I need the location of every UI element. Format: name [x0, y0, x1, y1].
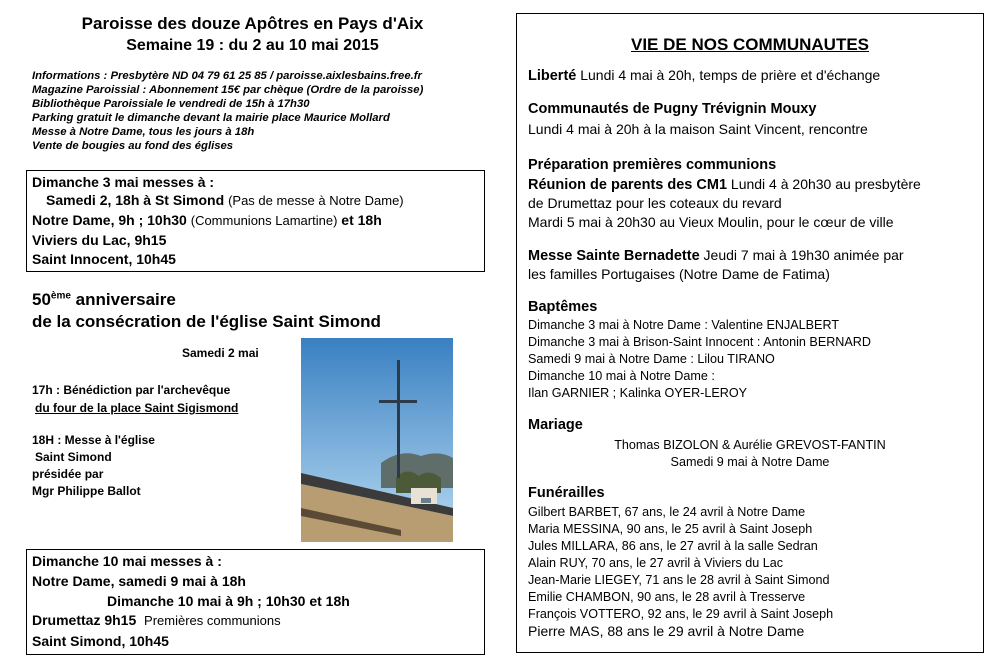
- wedding-line: Thomas BIZOLON & Aurélie GREVOST-FANTIN: [614, 438, 886, 452]
- mass-line: Notre Dame, samedi 9 mai à 18h: [32, 573, 246, 589]
- mass-heading: Dimanche 3 mai messes à :: [32, 174, 215, 190]
- event-line: 17h : Bénédiction par l'archevêque: [32, 383, 231, 397]
- anniversary-number: 50: [32, 290, 51, 309]
- section-heading: Baptêmes: [528, 299, 598, 315]
- section-text: Lundi 4 mai à 20h à la maison Saint Vincent, rencontre: [528, 121, 868, 137]
- mass-line: Dimanche 10 mai à 9h ; 10h30 et 18h: [107, 593, 350, 609]
- community-title: VIE DE NOS COMMUNAUTES: [630, 35, 870, 54]
- section-text: Lundi 4 à 20h30 au presbytère: [730, 176, 921, 192]
- baptism-line: Ilan GARNIER ; Kalinka OYER-LEROY: [528, 386, 748, 400]
- section-text: Lundi 4 mai à 20h, temps de prière et d'échange: [580, 67, 881, 83]
- section-heading: Liberté: [528, 68, 577, 84]
- anniversary-word: anniversaire: [75, 290, 176, 309]
- week-title: Semaine 19 : du 2 au 10 mai 2015: [126, 37, 379, 54]
- mass-line: [46, 192, 404, 208]
- mass-note: Premières communions: [144, 613, 281, 628]
- event-line: Mgr Philippe Ballot: [32, 484, 141, 498]
- baptism-line: Samedi 9 mai à Notre Dame : Lilou TIRANO: [528, 352, 775, 366]
- info-line: Vente de bougies au fond des églises: [32, 140, 234, 152]
- section-text: les familles Portugaises (Notre Dame de Fatima): [528, 266, 830, 282]
- anniversary-subheading: de la consécration de l'église Saint Simond: [32, 312, 381, 331]
- mass-line: Saint Innocent, 10h45: [32, 251, 176, 267]
- section-text: Jeudi 7 mai à 19h30 animée par: [703, 247, 904, 263]
- anniversary-date: Samedi 2 mai: [182, 346, 259, 360]
- event-line: Saint Simond: [35, 450, 112, 464]
- church-photo: [301, 338, 453, 542]
- wedding-line: Samedi 9 mai à Notre Dame: [670, 455, 830, 469]
- mass-line-text: Samedi 2, 18h à St Simond: [46, 192, 225, 208]
- section-heading: Communautés de Pugny Trévignin Mouxy: [528, 101, 817, 117]
- funeral-line: François VOTTERO, 92 ans, le 29 avril à Saint Joseph: [528, 607, 834, 621]
- section-line: [528, 176, 921, 193]
- baptism-line: Dimanche 3 mai à Notre Dame : Valentine ENJALBERT: [528, 318, 840, 332]
- info-line: Bibliothèque Paroissiale le vendredi de 15h à 17h30: [32, 98, 310, 110]
- anniversary-heading: [32, 290, 176, 310]
- mass-line: [32, 212, 382, 228]
- section-text: Mardi 5 mai à 20h30 au Vieux Moulin, pour le cœur de ville: [528, 214, 894, 230]
- funeral-line: Pierre MAS, 88 ans le 29 avril à Notre Dame: [528, 623, 805, 639]
- funeral-line: Maria MESSINA, 90 ans, le 25 avril à Saint Joseph: [528, 522, 813, 536]
- funeral-line: Jean-Marie LIEGEY, 71 ans le 28 avril à Saint Simond: [528, 573, 830, 587]
- mass-line: Viviers du Lac, 9h15: [32, 232, 167, 248]
- baptism-line: Dimanche 10 mai à Notre Dame :: [528, 369, 715, 383]
- info-line: Parking gratuit le dimanche devant la mairie place Maurice Mollard: [32, 112, 390, 124]
- anniversary-superscript: ème: [50, 290, 71, 302]
- funeral-line: Jules MILLARA, 86 ans, le 27 avril à la salle Sedran: [528, 539, 818, 553]
- info-line: Magazine Paroissial : Abonnement 15€ par chèque (Ordre de la paroisse): [32, 84, 424, 96]
- section-heading: Messe Sainte Bernadette: [528, 248, 700, 264]
- info-line: Messe à Notre Dame, tous les jours à 18h: [32, 126, 255, 138]
- funeral-line: Alain RUY, 70 ans, le 27 avril à Viviers du Lac: [528, 556, 784, 570]
- section-heading: Funérailles: [528, 485, 605, 501]
- section-heading: Réunion de parents des CM1: [528, 177, 728, 193]
- mass-line-text: Notre Dame, 9h ; 10h30: [32, 212, 187, 228]
- mass-note: (Communions Lamartine): [190, 213, 338, 228]
- event-line: du four de la place Saint Sigismond: [35, 401, 239, 415]
- funeral-line: Emilie CHAMBON, 90 ans, le 28 avril à Tresserve: [528, 590, 806, 604]
- section-heading: Préparation premières communions: [528, 157, 777, 173]
- baptism-line: Dimanche 3 mai à Brison-Saint Innocent : Antonin BERNARD: [528, 335, 871, 349]
- section-text: de Drumettaz pour les coteaux du revard: [528, 195, 782, 211]
- mass-line: [32, 612, 281, 628]
- church-photo-drawing: [301, 338, 453, 542]
- funeral-line: Gilbert BARBET, 67 ans, le 24 avril à Notre Dame: [528, 505, 806, 519]
- mass-note: (Pas de messe à Notre Dame): [228, 193, 404, 208]
- liberte-entry: [528, 67, 880, 84]
- section-line: [528, 247, 904, 264]
- parish-title: Paroisse des douze Apôtres en Pays d'Aix: [81, 14, 424, 33]
- mass-line: Saint Simond, 10h45: [32, 633, 169, 649]
- event-line: présidée par: [32, 467, 104, 481]
- info-line: Informations : Presbytère ND 04 79 61 25 85 / paroisse.aixlesbains.free.fr: [32, 70, 422, 82]
- mass-heading: Dimanche 10 mai messes à :: [32, 553, 222, 569]
- section-heading: Mariage: [528, 417, 583, 433]
- mass-line-text: Drumettaz 9h15: [32, 612, 137, 628]
- event-line: 18H : Messe à l'église: [32, 433, 155, 447]
- mass-line-text: et 18h: [341, 212, 382, 228]
